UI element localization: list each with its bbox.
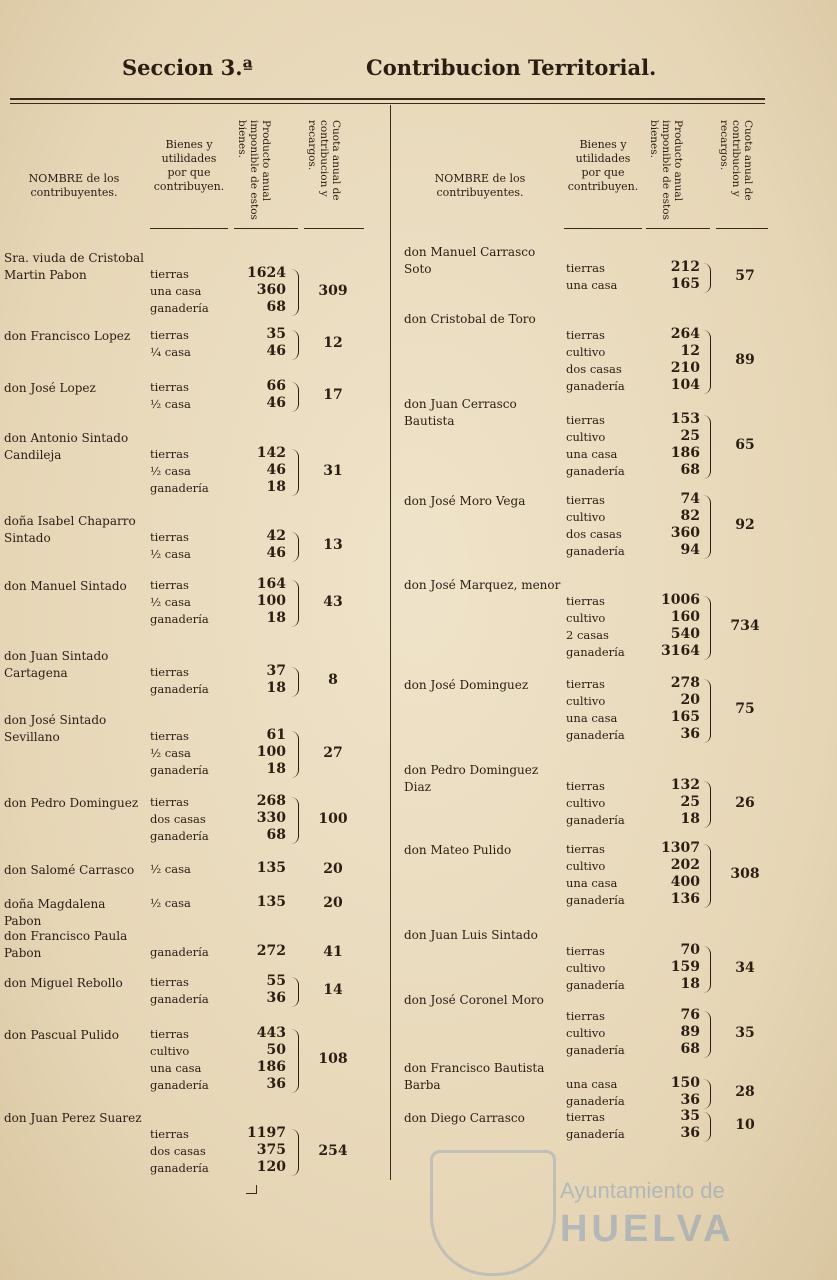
annual-quota: 13 <box>323 537 343 553</box>
section-heading: Seccion 3.ª <box>122 55 253 80</box>
contributor-name: don Cristobal de Toro <box>404 312 536 326</box>
product-value: 164 <box>256 576 286 592</box>
brace-icon <box>290 797 299 844</box>
column-separator <box>390 105 391 1180</box>
asset-label: una casa <box>150 1061 202 1075</box>
product-value: 70 <box>680 942 700 958</box>
asset-label: tierras <box>566 493 605 507</box>
contributor-name: don Manuel Carrasco Soto <box>404 245 536 276</box>
product-value: 272 <box>256 943 286 959</box>
asset-label: tierras <box>566 261 605 275</box>
annual-quota: 35 <box>735 1024 755 1041</box>
asset-label: ganadería <box>150 682 209 696</box>
product-value: 68 <box>266 299 286 315</box>
product-value: 120 <box>256 1159 286 1175</box>
asset-label: tierras <box>150 267 189 281</box>
header-nombre-right: NOMBRE de los contribuyentes. <box>434 172 526 199</box>
asset-label: tierras <box>150 795 189 809</box>
annual-quota: 12 <box>323 335 343 351</box>
annual-quota: 8 <box>328 672 338 688</box>
annual-quota: 75 <box>735 701 755 717</box>
annual-quota: 254 <box>318 1142 348 1159</box>
asset-label: ½ casa <box>150 595 191 609</box>
header-bienes-left: Bienes y utilidades por que contribuyen. <box>153 138 225 193</box>
asset-label: ganadería <box>566 978 625 992</box>
annual-quota: 20 <box>323 860 343 877</box>
contributor-name: don José Moro Vega <box>404 494 526 508</box>
asset-label: ganadería <box>566 728 625 742</box>
product-value: 136 <box>670 891 700 907</box>
annual-quota: 14 <box>323 982 343 998</box>
asset-label: cultivo <box>150 1044 190 1058</box>
contributor-name: don Francisco Bautista Barba <box>404 1061 545 1092</box>
annual-quota: 309 <box>318 282 348 299</box>
product-value: 46 <box>266 343 286 359</box>
asset-label: ganadería <box>150 612 209 626</box>
product-value: 46 <box>266 462 286 478</box>
asset-label: ganadería <box>566 813 625 827</box>
brace-icon <box>290 269 299 316</box>
annual-quota: 57 <box>735 268 755 284</box>
product-value: 36 <box>266 990 286 1006</box>
product-value: 375 <box>256 1142 286 1158</box>
asset-label: ½ casa <box>150 896 191 910</box>
asset-label: dos casas <box>566 362 622 376</box>
contributor-name: don Juan Luis Sintado <box>404 928 538 942</box>
header-producto-left: Producto anual imponible de estos bienes. <box>236 120 272 220</box>
product-value: 132 <box>670 777 700 793</box>
brace-icon <box>290 1129 299 1176</box>
asset-label: una casa <box>566 447 618 461</box>
product-value: 12 <box>680 343 700 359</box>
asset-label: tierras <box>566 779 605 793</box>
head-rule <box>234 228 298 229</box>
contributor-name: don Pedro Dominguez Diaz <box>404 763 539 794</box>
contributor-name: don Diego Carrasco <box>404 1111 525 1125</box>
brace-icon <box>702 596 711 660</box>
header-nombre-left: NOMBRE de los contribuyentes. <box>28 172 120 199</box>
asset-label: dos casas <box>150 1144 206 1158</box>
contributor-name: don Salomé Carrasco <box>4 863 135 877</box>
product-value: 159 <box>670 959 700 975</box>
product-value: 268 <box>256 793 286 809</box>
asset-label: ½ casa <box>150 464 191 478</box>
product-value: 25 <box>680 428 700 444</box>
asset-label: ganadería <box>150 301 209 315</box>
product-value: 1624 <box>247 265 286 281</box>
product-value: 36 <box>680 726 700 742</box>
annual-quota: 65 <box>735 437 755 453</box>
asset-label: ½ casa <box>150 862 191 876</box>
head-rule <box>564 228 642 229</box>
asset-label: tierras <box>150 578 189 592</box>
asset-label: tierras <box>566 328 605 342</box>
brace-icon <box>702 946 711 993</box>
product-value: 3164 <box>661 643 700 659</box>
brace-icon <box>290 330 299 360</box>
product-value: 36 <box>266 1076 286 1092</box>
brace-icon <box>290 449 299 496</box>
contributor-name: don Francisco Lopez <box>4 329 131 343</box>
product-value: 46 <box>266 545 286 561</box>
contributor-name: don José Sintado Sevillano <box>4 713 107 744</box>
contributor-name: don Juan Perez Suarez <box>4 1111 142 1125</box>
product-value: 61 <box>266 727 286 743</box>
asset-label: ganadería <box>150 481 209 495</box>
asset-label: ganadería <box>150 763 209 777</box>
product-value: 36 <box>680 1092 700 1108</box>
product-value: 18 <box>266 680 286 696</box>
page-title: Contribucion Territorial. <box>366 55 657 80</box>
watermark-line1: Ayuntamiento de <box>560 1178 725 1203</box>
contributor-name: Sra. viuda de Cristobal Martin Pabon <box>4 251 144 282</box>
annual-quota: 34 <box>735 959 755 976</box>
asset-label: ganadería <box>566 893 625 907</box>
brace-icon <box>702 330 711 394</box>
product-value: 20 <box>680 692 700 708</box>
watermark-line2: HUELVA <box>560 1208 735 1250</box>
asset-label: tierras <box>150 447 189 461</box>
asset-label: una casa <box>566 876 618 890</box>
product-value: 18 <box>266 610 286 626</box>
product-value: 540 <box>670 626 700 642</box>
product-value: 18 <box>266 479 286 495</box>
brace-icon <box>290 667 299 697</box>
asset-label: 2 casas <box>566 628 609 642</box>
asset-label: ganadería <box>566 1127 625 1141</box>
asset-label: una casa <box>566 278 618 292</box>
asset-label: tierras <box>150 328 189 342</box>
product-value: 360 <box>670 525 700 541</box>
header-producto-right: Producto anual imponible de estos bienes. <box>648 120 684 220</box>
product-value: 42 <box>266 528 286 544</box>
product-value: 68 <box>680 462 700 478</box>
asset-label: ganadería <box>566 379 625 393</box>
product-value: 104 <box>670 377 700 393</box>
contributor-name: doña Magdalena Pabon <box>4 897 106 928</box>
annual-quota: 308 <box>730 866 760 882</box>
product-value: 100 <box>256 744 286 760</box>
header-bienes-right: Bienes y utilidades por que contribuyen. <box>567 138 639 193</box>
product-value: 37 <box>266 663 286 679</box>
asset-label: tierras <box>566 677 605 691</box>
annual-quota: 17 <box>323 387 343 403</box>
product-value: 1006 <box>661 592 700 608</box>
asset-label: tierras <box>150 975 189 989</box>
asset-label: dos casas <box>150 812 206 826</box>
contributor-name: don Miguel Rebollo <box>4 976 123 990</box>
asset-label: ½ casa <box>150 547 191 561</box>
product-value: 443 <box>256 1025 286 1041</box>
annual-quota: 108 <box>318 1051 348 1067</box>
asset-label: ganadería <box>566 544 625 558</box>
product-value: 74 <box>680 491 700 507</box>
product-value: 46 <box>266 395 286 411</box>
brace-icon <box>290 1029 299 1093</box>
product-value: 165 <box>670 709 700 725</box>
product-value: 135 <box>256 894 286 910</box>
asset-label: cultivo <box>566 961 606 975</box>
asset-label: ganadería <box>150 945 209 959</box>
product-value: 330 <box>256 810 286 826</box>
brace-icon <box>702 1011 711 1058</box>
top-rule-thin <box>10 103 765 104</box>
top-rule <box>10 98 765 100</box>
contributor-name: don Francisco Paula Pabon <box>4 929 128 960</box>
contributor-name: don José Marquez, menor <box>404 578 561 592</box>
annual-quota: 10 <box>735 1117 755 1133</box>
contributor-name: don Antonio Sintado Candileja <box>4 431 129 462</box>
product-value: 82 <box>680 508 700 524</box>
annual-quota: 92 <box>735 517 755 533</box>
product-value: 18 <box>266 761 286 777</box>
product-value: 66 <box>266 378 286 394</box>
brace-icon <box>290 580 299 627</box>
product-value: 36 <box>680 1125 700 1141</box>
head-rule <box>716 228 768 229</box>
header-cuota-left: Cuota anual de contribucion y recargos. <box>306 120 342 201</box>
asset-label: tierras <box>150 1027 189 1041</box>
asset-label: ½ casa <box>150 746 191 760</box>
brace-icon <box>702 1079 711 1109</box>
product-value: 142 <box>256 445 286 461</box>
head-rule <box>304 228 364 229</box>
asset-label: ganadería <box>566 1043 625 1057</box>
product-value: 1197 <box>247 1125 286 1141</box>
contributor-name: don José Dominguez <box>404 678 529 692</box>
annual-quota: 100 <box>318 810 348 827</box>
brace-icon <box>702 781 711 828</box>
product-value: 35 <box>266 326 286 342</box>
asset-label: tierras <box>566 594 605 608</box>
contributor-name: don Juan Sintado Cartagena <box>4 649 109 680</box>
asset-label: tierras <box>150 380 189 394</box>
product-value: 94 <box>680 542 700 558</box>
product-value: 150 <box>670 1075 700 1091</box>
asset-label: tierras <box>566 1110 605 1124</box>
head-rule <box>646 228 710 229</box>
asset-label: tierras <box>566 1009 605 1023</box>
annual-quota: 31 <box>323 462 343 479</box>
asset-label: ganadería <box>566 1094 625 1108</box>
asset-label: tierras <box>150 729 189 743</box>
product-value: 186 <box>256 1059 286 1075</box>
product-value: 160 <box>670 609 700 625</box>
contributor-name: don José Coronel Moro <box>404 993 544 1007</box>
contributor-name: don Mateo Pulido <box>404 843 512 857</box>
product-value: 186 <box>670 445 700 461</box>
asset-label: cultivo <box>566 611 606 625</box>
product-value: 212 <box>670 259 700 275</box>
brace-icon <box>290 977 299 1007</box>
brace-icon <box>702 1112 711 1142</box>
annual-quota: 20 <box>323 894 343 911</box>
product-value: 278 <box>670 675 700 691</box>
brace-icon <box>702 263 711 293</box>
asset-label: tierras <box>566 413 605 427</box>
product-value: 100 <box>256 593 286 609</box>
contributor-name: don Manuel Sintado <box>4 579 127 593</box>
asset-label: cultivo <box>566 345 606 359</box>
asset-label: cultivo <box>566 510 606 524</box>
contributor-name: don José Lopez <box>4 381 96 395</box>
asset-label: cultivo <box>566 1026 606 1040</box>
product-value: 18 <box>680 976 700 992</box>
product-value: 68 <box>680 1041 700 1057</box>
asset-label: ganadería <box>566 645 625 659</box>
brace-icon <box>290 382 299 412</box>
asset-label: cultivo <box>566 859 606 873</box>
asset-label: cultivo <box>566 694 606 708</box>
asset-label: ganadería <box>150 1161 209 1175</box>
contributor-name: don Pedro Dominguez <box>4 796 139 810</box>
asset-label: ganadería <box>150 829 209 843</box>
asset-label: ganadería <box>150 992 209 1006</box>
product-value: 89 <box>680 1024 700 1040</box>
product-value: 25 <box>680 794 700 810</box>
annual-quota: 26 <box>735 794 755 811</box>
product-value: 202 <box>670 857 700 873</box>
brace-icon <box>702 495 711 559</box>
product-value: 50 <box>266 1042 286 1058</box>
product-value: 210 <box>670 360 700 376</box>
annual-quota: 734 <box>730 618 760 634</box>
annual-quota: 41 <box>323 943 343 960</box>
asset-label: dos casas <box>566 527 622 541</box>
head-rule <box>150 228 228 229</box>
asset-label: ½ casa <box>150 397 191 411</box>
asset-label: cultivo <box>566 796 606 810</box>
product-value: 1307 <box>661 840 700 856</box>
asset-label: una casa <box>566 711 618 725</box>
annual-quota: 89 <box>735 352 755 368</box>
asset-label: tierras <box>150 665 189 679</box>
asset-label: tierras <box>566 944 605 958</box>
brace-icon <box>702 844 711 908</box>
brace-icon <box>290 532 299 562</box>
contributor-name: don Juan Cerrasco Bautista <box>404 397 517 428</box>
contributor-name: don Pascual Pulido <box>4 1028 119 1042</box>
product-value: 400 <box>670 874 700 890</box>
brace-icon <box>290 731 299 778</box>
annual-quota: 28 <box>735 1084 755 1100</box>
product-value: 264 <box>670 326 700 342</box>
city-seal-watermark-icon <box>430 1150 556 1276</box>
product-value: 153 <box>670 411 700 427</box>
product-value: 76 <box>680 1007 700 1023</box>
asset-label: tierras <box>150 530 189 544</box>
asset-label: una casa <box>566 1077 618 1091</box>
product-value: 165 <box>670 276 700 292</box>
brace-icon <box>702 679 711 743</box>
brace-icon <box>702 415 711 479</box>
product-value: 68 <box>266 827 286 843</box>
asset-label: tierras <box>566 842 605 856</box>
contributor-name: doña Isabel Chaparro Sintado <box>4 514 136 545</box>
asset-label: una casa <box>150 284 202 298</box>
printer-mark <box>246 1185 257 1194</box>
asset-label: cultivo <box>566 430 606 444</box>
header-cuota-right: Cuota anual de contribucion y recargos. <box>718 120 754 201</box>
product-value: 55 <box>266 973 286 989</box>
product-value: 35 <box>680 1108 700 1124</box>
asset-label: tierras <box>150 1127 189 1141</box>
annual-quota: 27 <box>323 744 343 761</box>
annual-quota: 43 <box>323 593 343 610</box>
asset-label: ganadería <box>150 1078 209 1092</box>
asset-label: ¼ casa <box>150 345 191 359</box>
product-value: 18 <box>680 811 700 827</box>
asset-label: ganadería <box>566 464 625 478</box>
product-value: 360 <box>256 282 286 298</box>
product-value: 135 <box>256 860 286 876</box>
